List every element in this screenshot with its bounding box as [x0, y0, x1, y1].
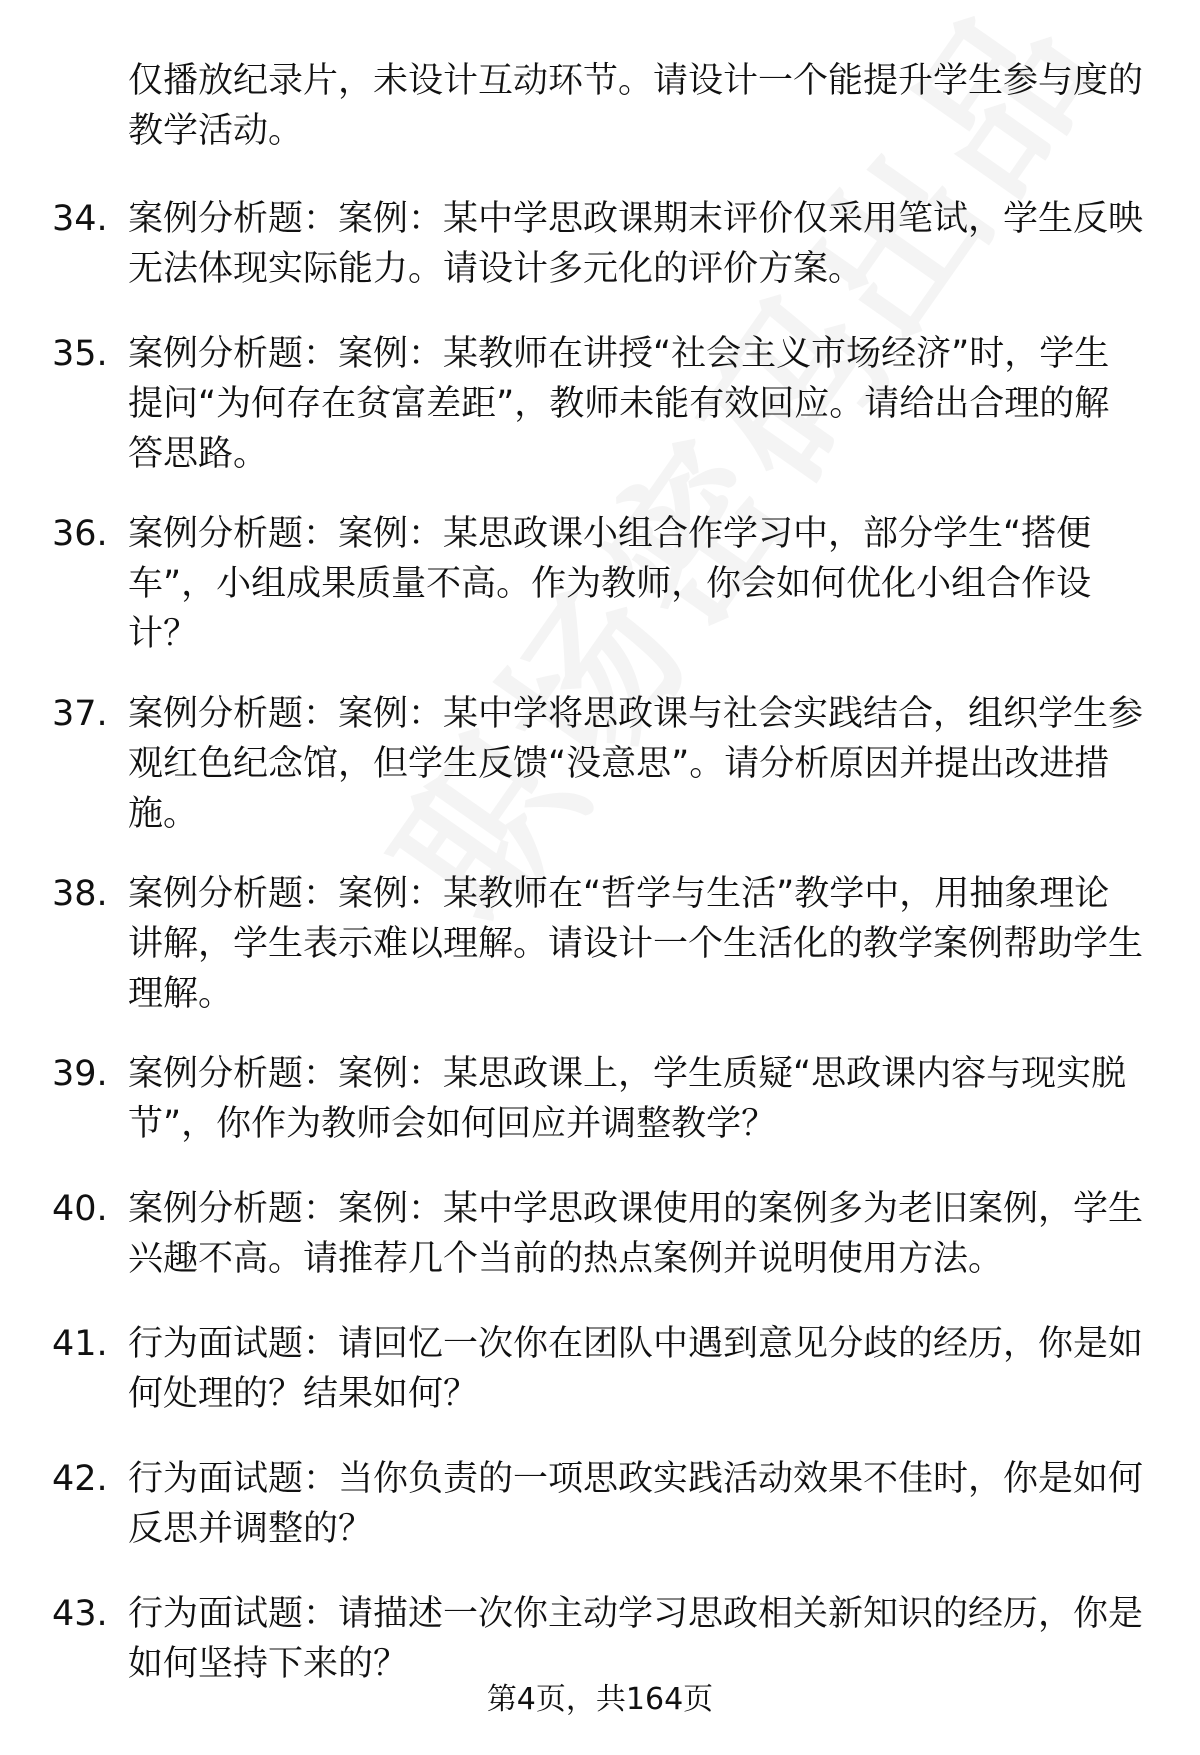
question-number: 38. — [52, 874, 108, 914]
question-text: 案例分析题：案例：某教师在讲授“社会主义市场经济”时，学生提问“为何存在贫富差距”，教师未能有效回应。请给出合理的解答思路。 — [128, 334, 1110, 474]
question-text: 行为面试题：请描述一次你主动学习思政相关新知识的经历，你是如何坚持下来的？ — [128, 1594, 1144, 1684]
question-number: 36. — [52, 514, 108, 554]
question-text: 案例分析题：案例：某中学思政课期末评价仅采用笔试，学生反映无法体现实际能力。请设计多元化的评价方案。 — [128, 199, 1144, 289]
question-number: 43. — [52, 1594, 108, 1634]
question-text: 行为面试题：请回忆一次你在团队中遇到意见分歧的经历，你是如何处理的？结果如何？ — [128, 1324, 1144, 1414]
list-item — [0, 1319, 1200, 1454]
list-item — [0, 869, 1200, 1049]
question-number: 40. — [52, 1189, 108, 1229]
question-number: 34. — [52, 199, 108, 239]
list-item — [0, 329, 1200, 509]
question-text: 案例分析题：案例：某教师在“哲学与生活”教学中，用抽象理论讲解，学生表示难以理解。请设计一个生活化的教学案例帮助学生理解。 — [128, 874, 1144, 1014]
list-item — [0, 1184, 1200, 1319]
list-item — [0, 194, 1200, 329]
question-text: 案例分析题：案例：某思政课上，学生质疑“思政课内容与现实脱节”，你作为教师会如何回应并调整教学？ — [128, 1054, 1127, 1144]
question-text: 案例分析题：案例：某思政课小组合作学习中，部分学生“搭便车”，小组成果质量不高。作为教师，你会如何优化小组合作设计？ — [128, 514, 1092, 654]
question-text: 案例分析题：案例：某中学思政课使用的案例多为老旧案例，学生兴趣不高。请推荐几个当前的热点案例并说明使用方法。 — [128, 1189, 1144, 1279]
list-item — [0, 1454, 1200, 1589]
continued-question-text: 仅播放纪录片，未设计互动环节。请设计一个能提升学生参与度的教学活动。 — [128, 61, 1144, 151]
question-text: 行为面试题：当你负责的一项思政实践活动效果不佳时，你是如何反思并调整的？ — [128, 1459, 1144, 1549]
question-number: 37. — [52, 694, 108, 734]
question-number: 41. — [52, 1324, 108, 1364]
list-item — [0, 1049, 1200, 1184]
list-item — [0, 689, 1200, 869]
question-list — [0, 194, 1200, 1724]
question-number: 35. — [52, 334, 108, 374]
question-number: 39. — [52, 1054, 108, 1094]
list-item — [0, 509, 1200, 689]
question-number: 42. — [52, 1459, 108, 1499]
question-text: 案例分析题：案例：某中学将思政课与社会实践结合，组织学生参观红色纪念馆，但学生反馈“没意思”。请分析原因并提出改进措施。 — [128, 694, 1144, 834]
page-footer: 第4页，共164页 — [486, 1682, 714, 1717]
